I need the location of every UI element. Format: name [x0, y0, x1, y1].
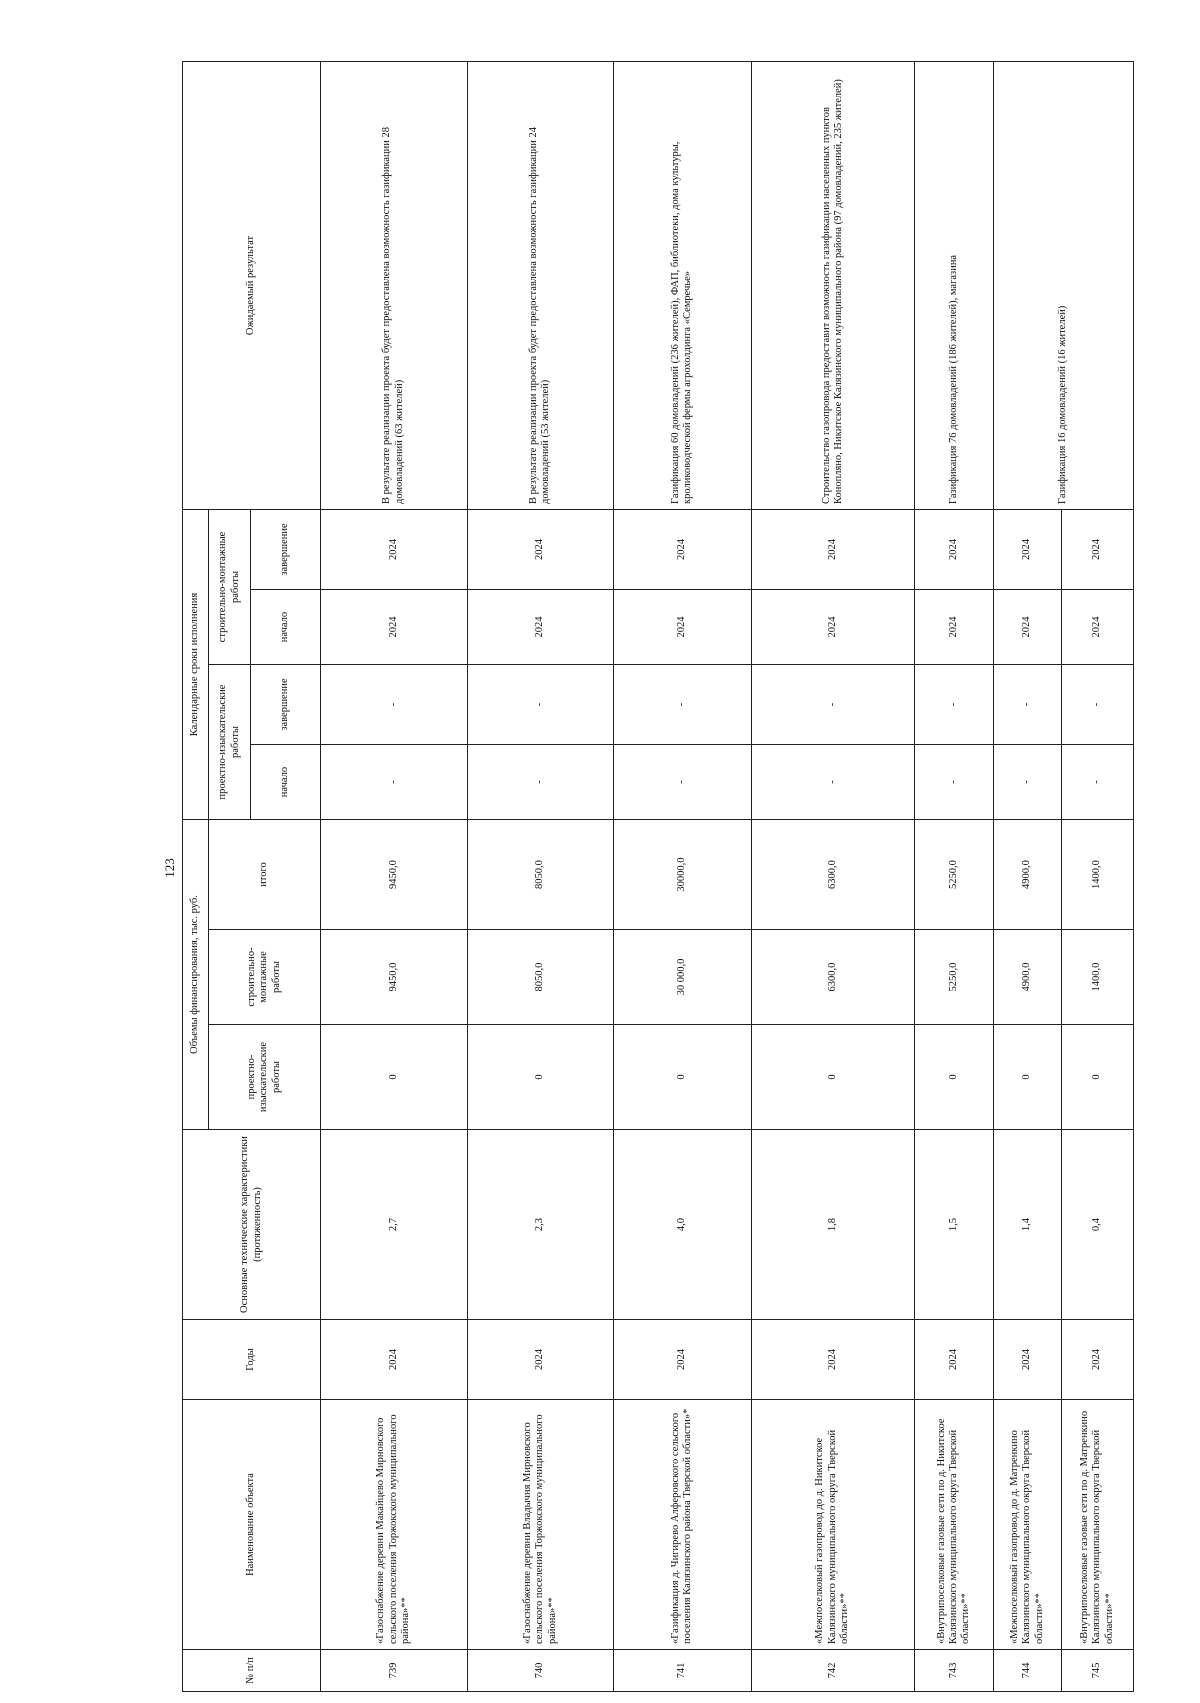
- row-construct-start: 2024: [1061, 590, 1133, 665]
- row-fin-total: 1400,0: [1061, 820, 1133, 930]
- row-design-end: -: [993, 665, 1061, 745]
- row-years: 2024: [467, 1320, 614, 1400]
- row-design-start: -: [467, 745, 614, 820]
- row-tech: 4,0: [614, 1130, 751, 1320]
- row-fin-total: 9450,0: [321, 820, 468, 930]
- row-construct-start: 2024: [751, 590, 915, 665]
- row-design-start: -: [614, 745, 751, 820]
- row-design-end: -: [614, 665, 751, 745]
- rotated-table-container: [182, 62, 1134, 1692]
- table-row: [993, 61, 1061, 1691]
- table-row: [321, 61, 468, 1691]
- row-years: 2024: [321, 1320, 468, 1400]
- row-construct-end: 2024: [1061, 509, 1133, 589]
- row-name: «Внутрипоселковые газовые сети по д. Матренкино Калязинского муниципального округа Тверской области»**: [1061, 1400, 1133, 1650]
- row-fin-design: 0: [1061, 1025, 1133, 1130]
- row-name: «Газоснабжение деревни Владычня Мирновского сельского поселения Торжокского муниципального района»**: [467, 1400, 614, 1650]
- header-dates-group: Календарные сроки исполнения: [183, 509, 209, 819]
- row-tech: 1,4: [993, 1130, 1061, 1320]
- row-fin-construct: 4900,0: [993, 930, 1061, 1025]
- row-num: 741: [614, 1650, 751, 1692]
- row-fin-design: 0: [915, 1025, 994, 1130]
- row-fin-design: 0: [321, 1025, 468, 1130]
- row-result: В результате реализации проекта будет предоставлена возможность газификации 28 домовладений (63 жителей): [321, 61, 468, 509]
- row-fin-construct: 5250,0: [915, 930, 994, 1025]
- row-construct-start: 2024: [993, 590, 1061, 665]
- header-num: № п/п: [183, 1650, 321, 1692]
- header-construct-end: завершение: [251, 509, 321, 589]
- row-result-text: Газификация 16 домовладений (16 жителей): [1057, 305, 1069, 504]
- row-fin-design: 0: [614, 1025, 751, 1130]
- row-num: 743: [915, 1650, 994, 1692]
- row-construct-end: 2024: [751, 509, 915, 589]
- row-fin-construct: 9450,0: [321, 930, 468, 1025]
- header-finance-group: Объемы финансирования, тыс. руб.: [183, 820, 209, 1130]
- page-number: 123: [162, 858, 177, 878]
- row-fin-construct: 1400,0: [1061, 930, 1133, 1025]
- row-construct-start: 2024: [614, 590, 751, 665]
- table-row: [751, 61, 915, 1691]
- row-num: 742: [751, 1650, 915, 1692]
- row-fin-design: 0: [467, 1025, 614, 1130]
- row-fin-construct: 30 000,0: [614, 930, 751, 1025]
- row-years: 2024: [915, 1320, 994, 1400]
- row-num: 745: [1061, 1650, 1133, 1692]
- table-row: [915, 61, 994, 1691]
- row-tech: 2,7: [321, 1130, 468, 1320]
- row-num: 740: [467, 1650, 614, 1692]
- row-design-end: -: [467, 665, 614, 745]
- row-fin-total: 30000,0: [614, 820, 751, 930]
- row-fin-construct: 6300,0: [751, 930, 915, 1025]
- header-fin-total: итого: [209, 820, 321, 930]
- row-years: 2024: [993, 1320, 1061, 1400]
- row-result: [993, 61, 1133, 509]
- row-construct-start: 2024: [321, 590, 468, 665]
- row-fin-design: 0: [993, 1025, 1061, 1130]
- row-name: «Газоснабжение деревни Макайцево Мирновского сельского поселения Торжокского муниципального района»**: [321, 1400, 468, 1650]
- header-fin-construct: строительно-монтажные работы: [209, 930, 321, 1025]
- row-name: «Газификация д. Чигирево Алферовского сельского поселения Калязинского района Тверской области»*: [614, 1400, 751, 1650]
- rotated-table-inner: [182, 62, 1134, 1692]
- header-design-end: завершение: [251, 665, 321, 745]
- row-fin-total: 4900,0: [993, 820, 1061, 930]
- row-tech: 1,8: [751, 1130, 915, 1320]
- header-dates-construct: строительно-монтажные работы: [209, 509, 251, 664]
- header-years: Годы: [183, 1320, 321, 1400]
- row-result: Строительство газопровода предоставит возможность газификации населенных пунктов Конопляно, Никитское Калязинского муниципального района (97 домовладений, 235 жителей): [751, 61, 915, 509]
- row-construct-start: 2024: [467, 590, 614, 665]
- row-years: 2024: [614, 1320, 751, 1400]
- row-name: «Внутрипоселковые газовые сети по д. Никитское Калязинского муниципального округа Тверской области»**: [915, 1400, 994, 1650]
- row-design-start: -: [1061, 745, 1133, 820]
- row-construct-end: 2024: [915, 509, 994, 589]
- row-construct-end: 2024: [614, 509, 751, 589]
- header-dates-design: проектно-изыскательские работы: [209, 665, 251, 820]
- row-tech: 2,3: [467, 1130, 614, 1320]
- row-name: «Межпоселковый газопровод до д. Никитское Калязинского муниципального округа Тверской области»**: [751, 1400, 915, 1650]
- row-name: «Межпоселковый газопровод до д. Матренкино Калязинского муниципального округа Тверской области»**: [993, 1400, 1061, 1650]
- row-num: 744: [993, 1650, 1061, 1692]
- row-construct-end: 2024: [467, 509, 614, 589]
- row-construct-end: 2024: [321, 509, 468, 589]
- header-design-start: начало: [251, 745, 321, 820]
- header-fin-design: проектно-изыскательские работы: [209, 1025, 321, 1130]
- row-years: 2024: [1061, 1320, 1133, 1400]
- row-design-end: -: [915, 665, 994, 745]
- row-design-end: -: [751, 665, 915, 745]
- row-design-end: -: [321, 665, 468, 745]
- row-design-start: -: [915, 745, 994, 820]
- row-design-start: -: [321, 745, 468, 820]
- row-fin-design: 0: [751, 1025, 915, 1130]
- row-construct-start: 2024: [915, 590, 994, 665]
- row-years: 2024: [751, 1320, 915, 1400]
- header-name: Наименование объекта: [183, 1400, 321, 1650]
- row-num: 739: [321, 1650, 468, 1692]
- table-row: [467, 61, 614, 1691]
- row-fin-total: 8050,0: [467, 820, 614, 930]
- header-construct-start: начало: [251, 590, 321, 665]
- row-result: Газификация 60 домовладений (236 жителей), ФАП, библиотеки, дома культуры, кролиководческой фермы агрохолдинга «Семречье»: [614, 61, 751, 509]
- row-fin-total: 6300,0: [751, 820, 915, 930]
- header-tech: Основные технические характеристики (протяженность): [183, 1130, 321, 1320]
- gasification-table: [182, 61, 1134, 1692]
- row-result: В результате реализации проекта будет предоставлена возможность газификации 24 домовладений (53 жителей): [467, 61, 614, 509]
- row-fin-total: 5250,0: [915, 820, 994, 930]
- row-tech: 1,5: [915, 1130, 994, 1320]
- row-tech: 0,4: [1061, 1130, 1133, 1320]
- row-result: Газификация 76 домовладений (186 жителей), магазина: [915, 61, 994, 509]
- row-design-end: -: [1061, 665, 1133, 745]
- table-row: [614, 61, 751, 1691]
- header-result: Ожидаемый результат: [183, 61, 321, 509]
- row-construct-end: 2024: [993, 509, 1061, 589]
- row-fin-construct: 8050,0: [467, 930, 614, 1025]
- row-design-start: -: [993, 745, 1061, 820]
- table-body: [321, 61, 1134, 1691]
- row-design-start: -: [751, 745, 915, 820]
